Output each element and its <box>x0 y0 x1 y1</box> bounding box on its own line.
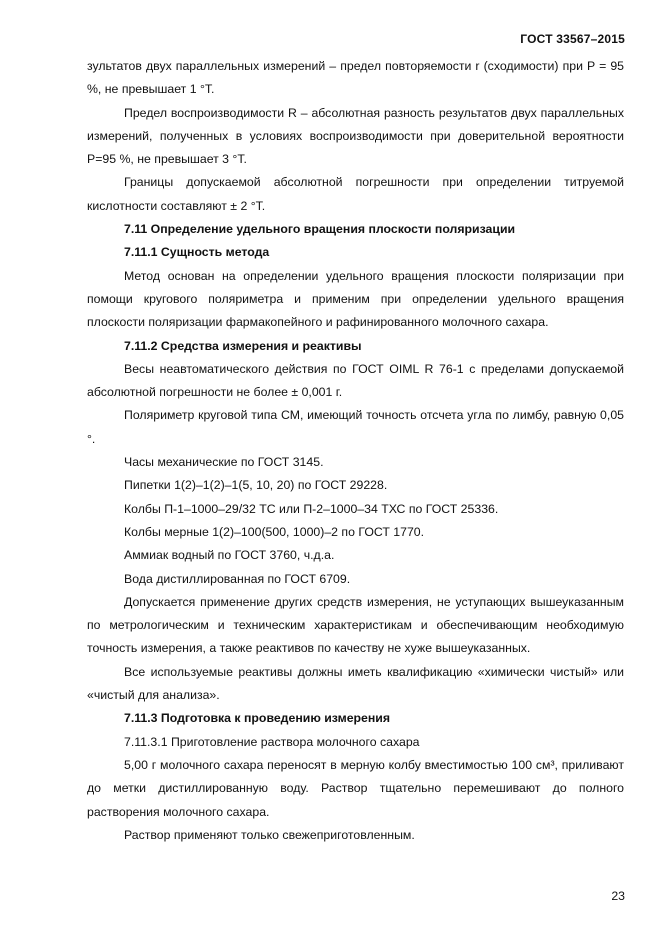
paragraph: Предел воспроизводимости R – абсолютная разность результатов двух параллельных измерений, полученных в условиях воспроизводимости при доверительной вероятности P=95 %, не превышает 3 °Т. <box>87 105 624 167</box>
paragraph: зультатов двух параллельных измерений – предел повторяемости r (сходимости) при P = 95 %, не превышает 1 °Т. <box>87 59 624 97</box>
list-item: Часы механические по ГОСТ 3145. <box>124 455 324 470</box>
paragraph: Раствор применяют только свежеприготовленным. <box>124 827 415 842</box>
list-item: Пипетки 1(2)–1(2)–1(5, 10, 20) по ГОСТ 29228. <box>124 478 388 493</box>
page-content <box>87 55 624 847</box>
section-heading: 7.11 Определение удельного вращения плоскости поляризации <box>124 222 516 237</box>
subsection-heading: 7.11.3 Подготовка к проведению измерения <box>124 711 391 726</box>
paragraph: 7.11.3.1 Приготовление раствора молочного сахара <box>124 734 420 749</box>
list-item: Аммиак водный по ГОСТ 3760, ч.д.а. <box>124 548 335 563</box>
list-item: Колбы П-1–1000–29/32 ТС или П-2–1000–34 ТХС по ГОСТ 25336. <box>124 501 499 516</box>
standard-header: ГОСТ 33567–2015 <box>520 32 625 46</box>
paragraph: Метод основан на определении удельного вращения плоскости поляризации при помощи кругового поляриметра и применим при определении удельного вращения плоскости поляризации фармакопейного и рафинированного молочного сахара. <box>87 268 624 330</box>
paragraph: Все используемые реактивы должны иметь квалификацию «химически чистый» или «чистый для анализа». <box>87 664 624 703</box>
subsection-heading: 7.11.1 Сущность метода <box>124 245 270 260</box>
paragraph: Поляриметр круговой типа СМ, имеющий точность отсчета угла по лимбу, равную 0,05 °. <box>87 408 624 446</box>
paragraph: Границы допускаемой абсолютной погрешности при определении титруемой кислотности составляют ± 2 °Т. <box>87 175 624 213</box>
list-item: Вода дистиллированная по ГОСТ 6709. <box>124 571 351 586</box>
page-number: 23 <box>611 889 625 903</box>
list-item: Колбы мерные 1(2)–100(500, 1000)–2 по ГОСТ 1770. <box>124 524 425 539</box>
paragraph: Весы неавтоматического действия по ГОСТ OIML R 76-1 с пределами допускаемой абсолютной погрешности не более ± 0,001 г. <box>87 361 624 400</box>
paragraph: Допускается применение других средств измерения, не уступающих вышеуказанным по метрологическим и техническим характеристикам и обеспечивающим необходимую точность измерения, а также реактивов по качеству не хуже вышеуказанных. <box>87 594 624 656</box>
subsection-heading: 7.11.2 Средства измерения и реактивы <box>124 338 362 353</box>
paragraph: 5,00 г молочного сахара переносят в мерную колбу вместимостью 100 см³, приливают до метки дистиллированную воду. Раствор тщательно перемешивают до полного растворения молочного сахара. <box>87 757 624 819</box>
